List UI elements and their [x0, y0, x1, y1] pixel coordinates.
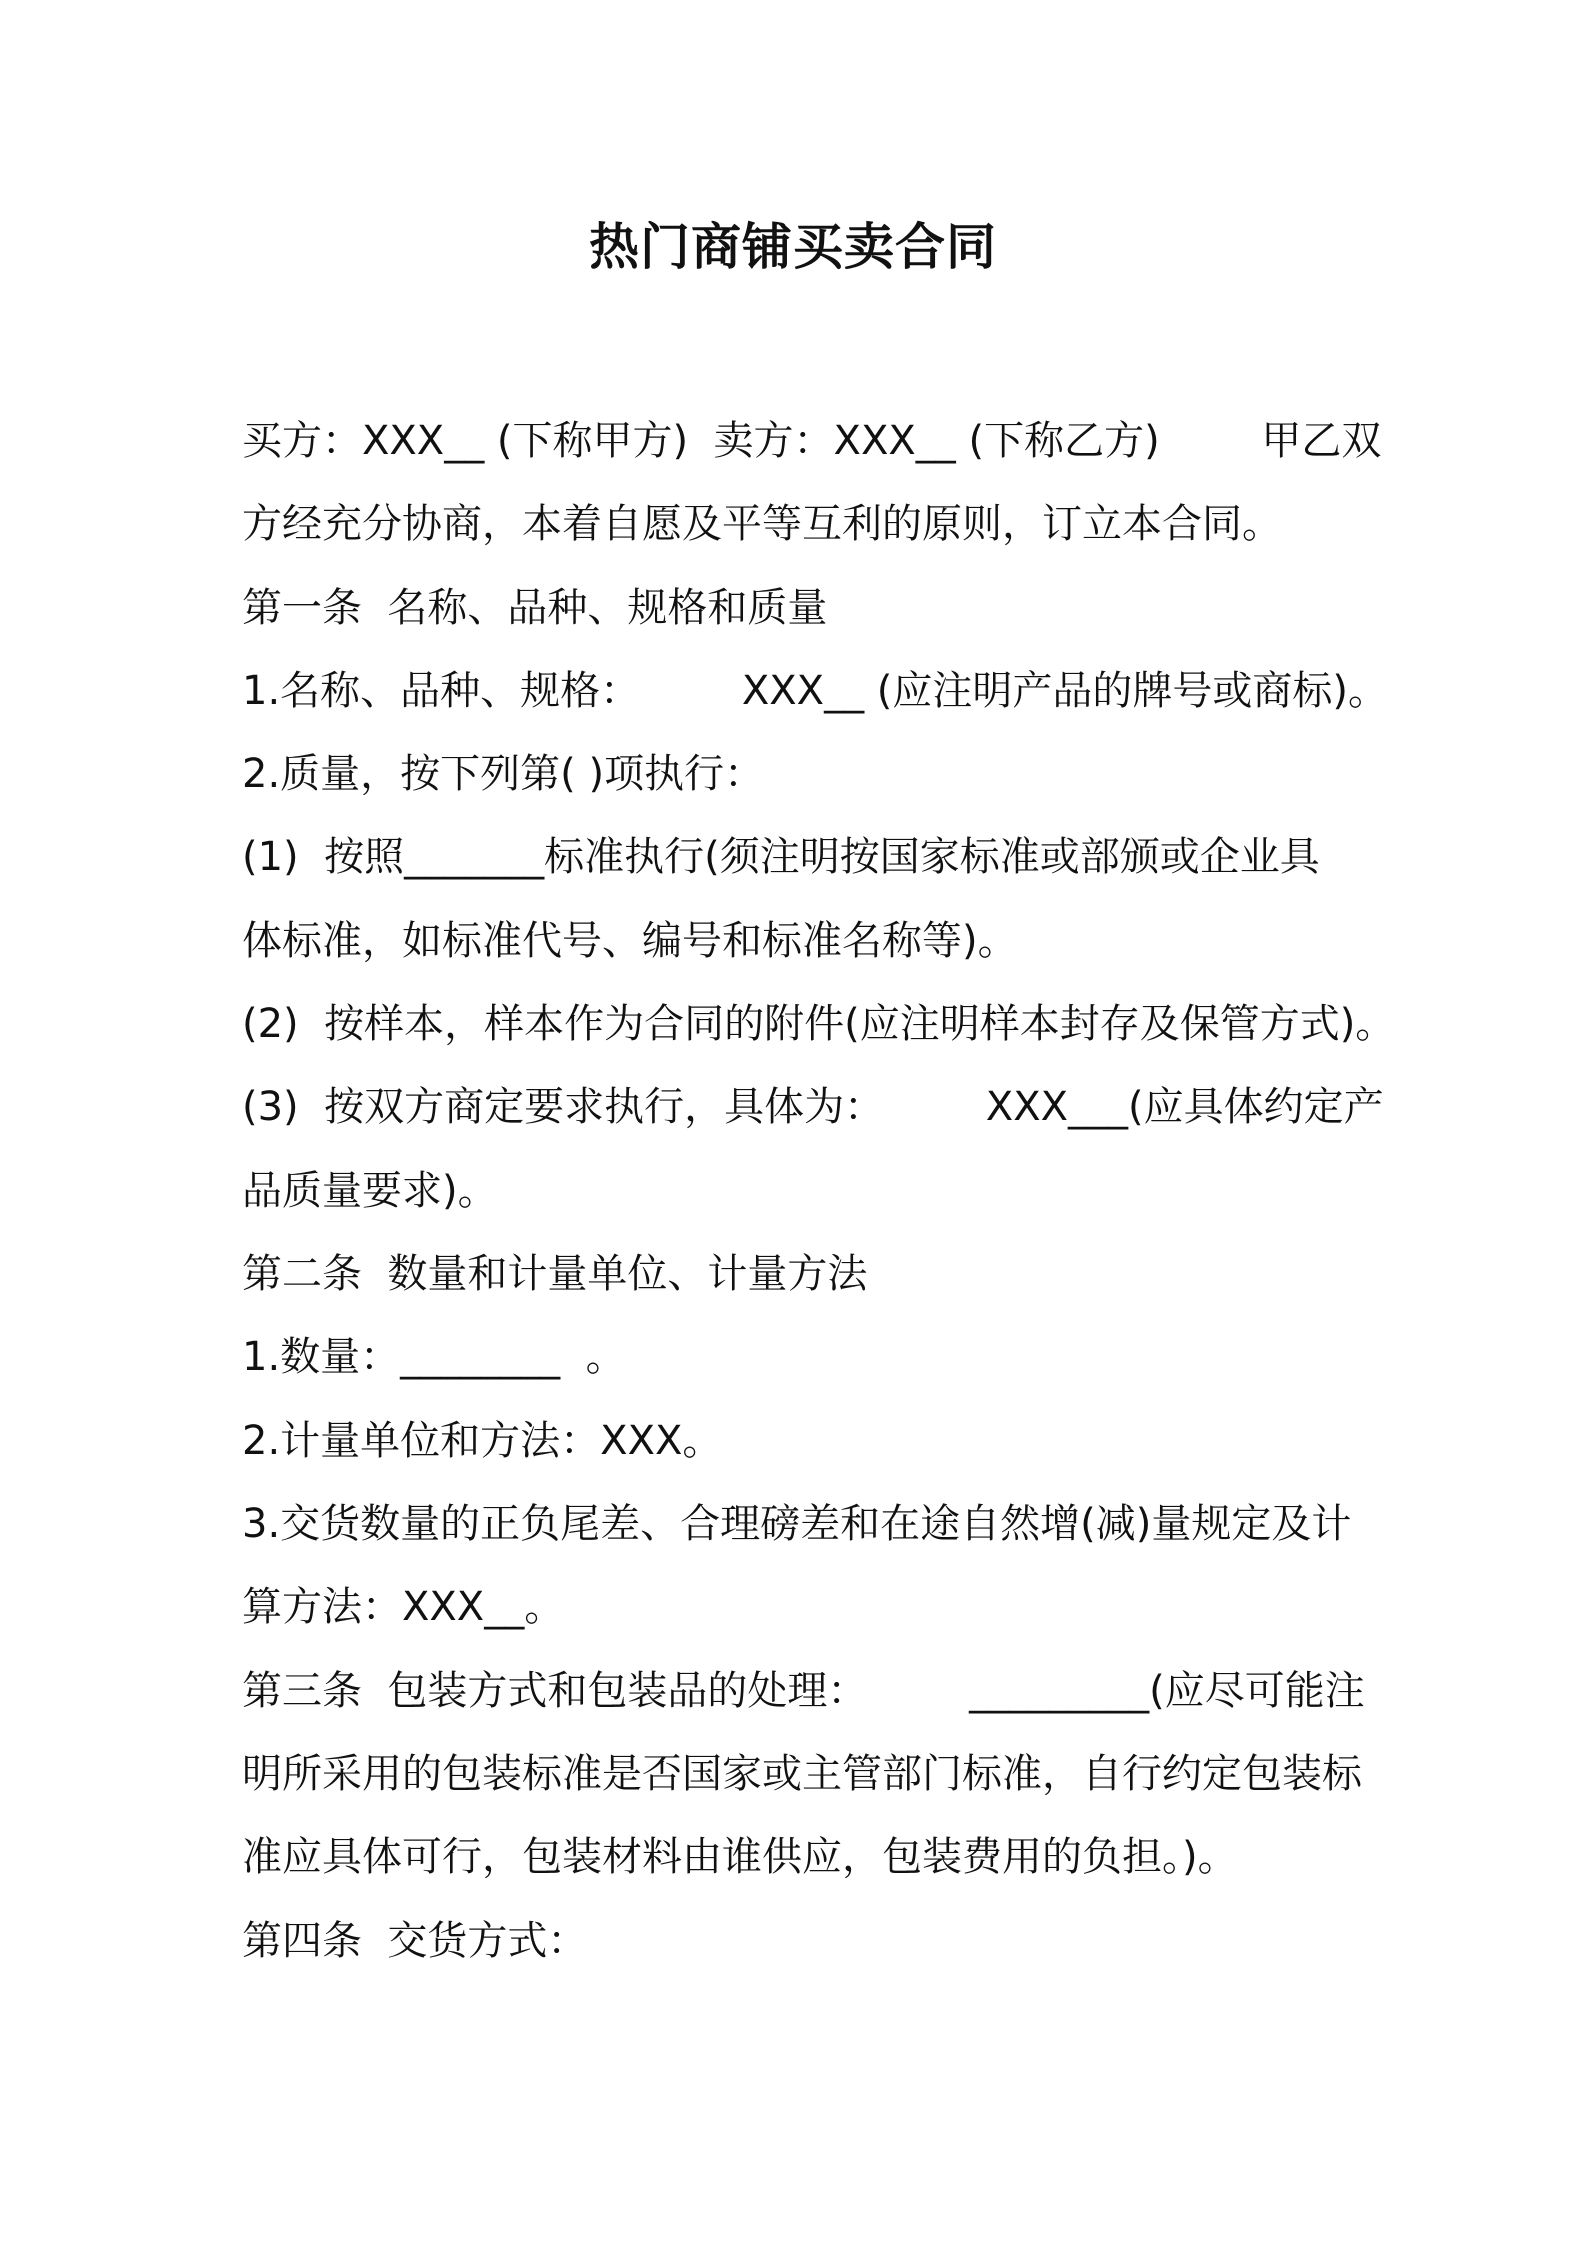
contract-line: 1.名称、品种、规格： XXX__ (应注明产品的牌号或商标)。 — [242, 668, 1389, 714]
contract-line: 第一条 名称、品种、规格和质量 — [242, 585, 828, 631]
contract-line: (3) 按双方商定要求执行，具体为： XXX___(应具体约定产 — [242, 1084, 1384, 1130]
contract-line: 品质量要求)。 — [242, 1168, 498, 1214]
contract-line: 明所采用的包装标准是否国家或主管部门标准，自行约定包装标 — [242, 1751, 1362, 1797]
contract-line: 买方：XXX__ (下称甲方) 卖方：XXX__ (下称乙方) 甲乙双 — [242, 418, 1382, 464]
contract-line: (1) 按照_______标准执行(须注明按国家标准或部颁或企业具 — [242, 834, 1320, 880]
contract-line: 体标准，如标准代号、编号和标准名称等)。 — [242, 918, 1018, 964]
contract-line: 第三条 包装方式和包装品的处理： _________(应尽可能注 — [242, 1668, 1365, 1714]
contract-line: 方经充分协商，本着自愿及平等互利的原则，订立本合同。 — [242, 501, 1282, 547]
contract-line: 第四条 交货方式： — [242, 1918, 588, 1964]
contract-line: 准应具体可行，包装材料由谁供应，包装费用的负担。)。 — [242, 1834, 1238, 1880]
contract-line: 2.计量单位和方法：XXX。 — [242, 1418, 723, 1464]
contract-line: 1.数量：________ 。 — [242, 1334, 626, 1380]
contract-line: 第二条 数量和计量单位、计量方法 — [242, 1251, 868, 1297]
contract-line: (2) 按样本，样本作为合同的附件(应注明样本封存及保管方式)。 — [242, 1001, 1396, 1047]
contract-line: 3.交货数量的正负尾差、合理磅差和在途自然增(减)量规定及计 — [242, 1501, 1352, 1547]
document-title: 热门商铺买卖合同 — [589, 218, 997, 276]
contract-line: 算方法：XXX__。 — [242, 1584, 565, 1630]
contract-line: 2.质量，按下列第( )项执行： — [242, 751, 765, 797]
